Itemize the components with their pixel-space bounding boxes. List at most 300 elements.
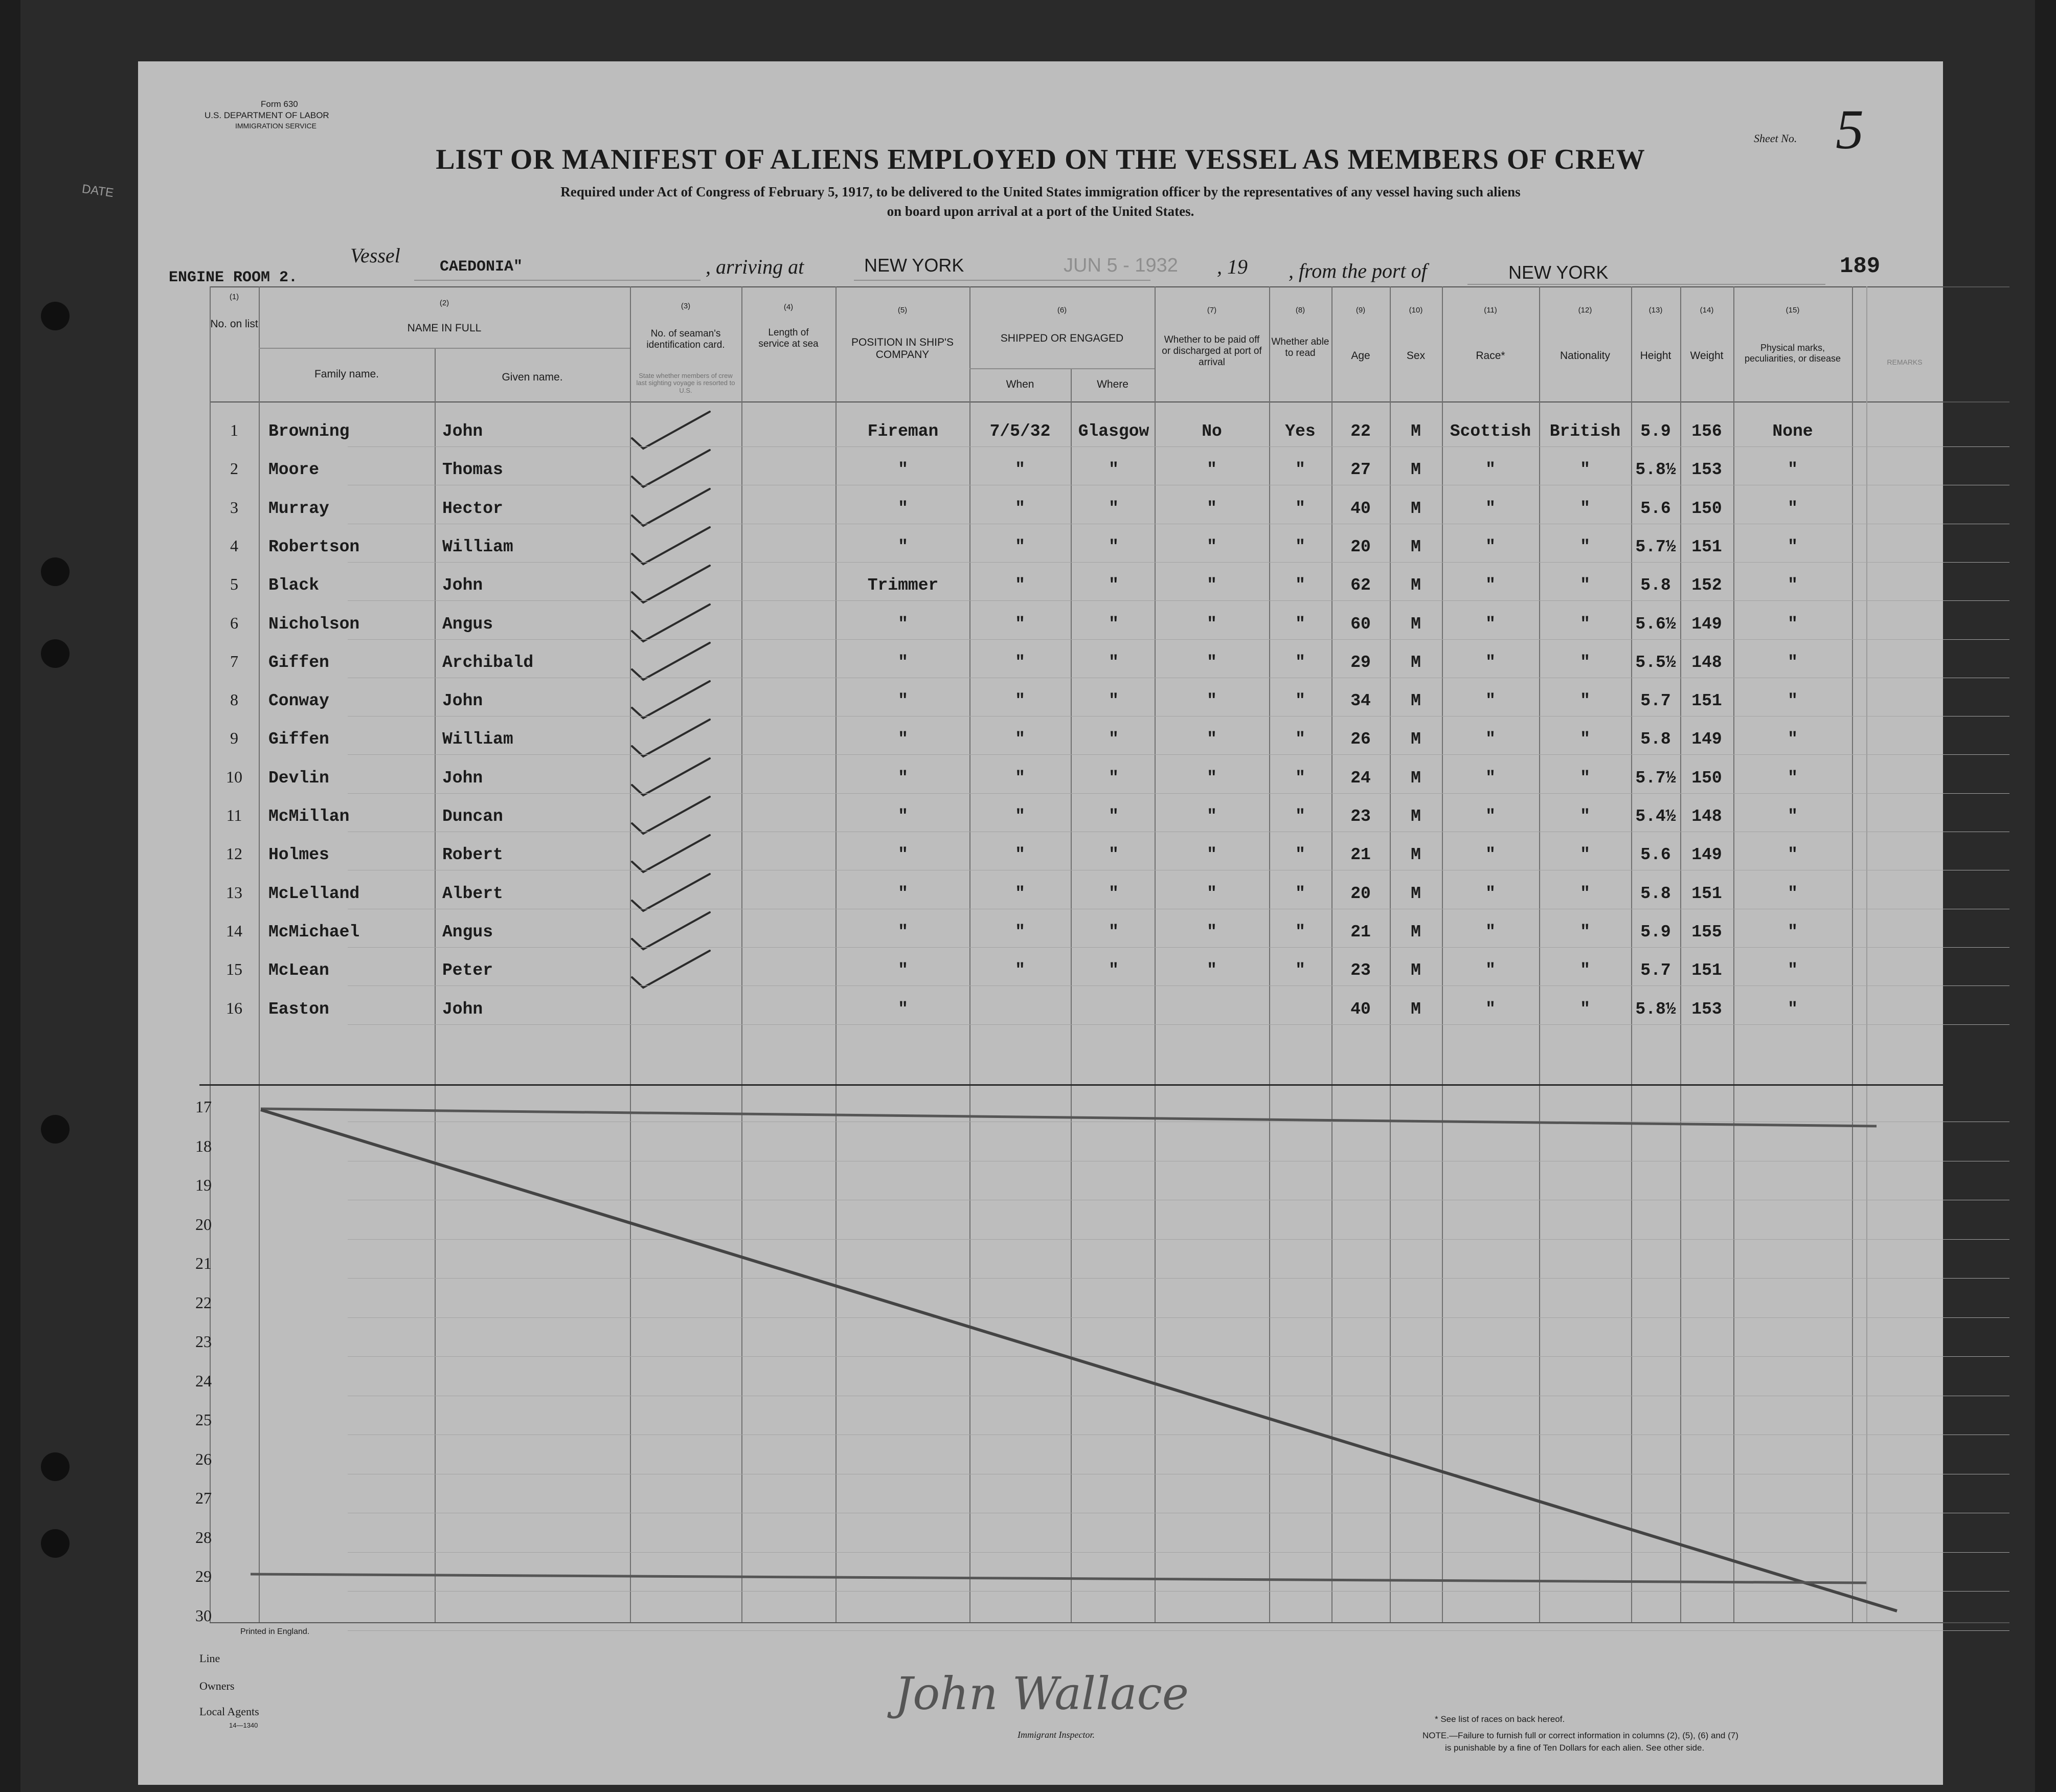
sheet-number: 5 [1836, 98, 1864, 161]
age-cell: 23 [1350, 807, 1371, 826]
row-number: 8 [230, 690, 238, 709]
weight-cell: 156 [1691, 422, 1722, 441]
shipped-when-cell: " [1015, 961, 1025, 980]
shipped-where-cell: " [1109, 460, 1119, 480]
age-cell: 27 [1350, 460, 1371, 480]
blank-row-number: 20 [195, 1215, 212, 1234]
sheet-label: Sheet No. [1754, 132, 1797, 145]
col-3-number: (3) [681, 302, 691, 310]
height-cell: 5.7½ [1635, 537, 1676, 556]
given-name-cell: Thomas [442, 460, 503, 480]
family-name-cell: Browning [268, 422, 350, 441]
shipped-when-cell: 7/5/32 [989, 422, 1051, 441]
shipped-when-cell: " [1015, 922, 1025, 942]
blank-row-number: 23 [195, 1332, 212, 1351]
paid-off-cell: " [1207, 845, 1217, 865]
height-cell: 5.8½ [1635, 999, 1676, 1019]
height-cell: 5.8½ [1635, 460, 1676, 480]
nationality-cell: " [1580, 768, 1590, 788]
age-cell: 23 [1350, 961, 1371, 980]
row-number: 2 [230, 459, 238, 478]
physical-marks-cell: " [1788, 499, 1798, 518]
paid-off-cell: " [1207, 691, 1217, 711]
given-name-cell: Angus [442, 614, 493, 634]
blank-row-number: 24 [195, 1371, 212, 1390]
col-5-number: (5) [897, 306, 908, 315]
page-title: LIST OR MANIFEST OF ALIENS EMPLOYED ON THE VESSEL AS MEMBERS OF CREW [436, 144, 1645, 175]
sex-cell: M [1411, 422, 1421, 441]
shipped-where-cell: " [1109, 499, 1119, 518]
col-3-heading: No. of seaman's identification card. [646, 328, 725, 350]
nationality-cell: British [1549, 422, 1621, 441]
race-cell: " [1485, 537, 1496, 556]
inspector-signature: John Wallace [895, 1667, 1189, 1720]
shipped-when-cell: " [1015, 807, 1025, 826]
age-cell: 29 [1350, 653, 1371, 672]
shipped-when-cell: " [1015, 537, 1025, 556]
shipped-where-cell: " [1109, 884, 1119, 903]
nationality-cell: " [1580, 807, 1590, 826]
nationality-cell: " [1580, 845, 1590, 865]
shipped-when-cell: " [1015, 614, 1025, 634]
family-name-cell: McMichael [268, 922, 360, 942]
given-name-cell: Peter [442, 961, 493, 980]
paid-off-cell: " [1207, 499, 1217, 518]
col-13-heading: Height [1640, 350, 1671, 362]
age-cell: 24 [1350, 768, 1371, 788]
age-cell: 60 [1350, 614, 1371, 634]
blank-row-number: 28 [195, 1528, 212, 1547]
position-cell: " [898, 961, 908, 980]
age-cell: 34 [1350, 691, 1371, 711]
able-to-read-cell: " [1295, 576, 1305, 595]
weight-cell: 153 [1691, 460, 1722, 480]
family-name-cell: Giffen [268, 653, 329, 672]
shipped-where-cell: " [1109, 614, 1119, 634]
weight-cell: 149 [1691, 614, 1722, 634]
sex-cell: M [1411, 460, 1421, 480]
col-2-heading: NAME IN FULL [407, 322, 482, 334]
physical-marks-cell: " [1788, 576, 1798, 595]
row-number: 15 [226, 960, 242, 979]
row-number: 1 [230, 421, 238, 439]
height-cell: 5.9 [1640, 422, 1671, 441]
given-name-cell: William [442, 537, 513, 556]
col-6b-heading: Where [1097, 378, 1128, 390]
able-to-read-cell: " [1295, 845, 1305, 865]
nationality-cell: " [1580, 614, 1590, 634]
col-3-note: State whether members of crew last sighting voyage is resorted to U.S. [636, 372, 735, 394]
blank-row-number: 29 [195, 1567, 212, 1585]
race-cell: " [1485, 961, 1496, 980]
shipped-where-cell: " [1109, 768, 1119, 788]
weight-cell: 149 [1691, 730, 1722, 749]
paid-off-cell: " [1207, 807, 1217, 826]
shipped-when-cell: " [1015, 845, 1025, 865]
sex-cell: M [1411, 884, 1421, 903]
shipped-when-cell: " [1015, 499, 1025, 518]
height-cell: 5.7 [1640, 691, 1671, 711]
paid-off-cell: " [1207, 961, 1217, 980]
weight-cell: 151 [1691, 884, 1722, 903]
binder-hole [41, 1452, 70, 1481]
family-name-cell: Moore [268, 460, 320, 480]
given-name-cell: William [442, 730, 513, 749]
able-to-read-cell: " [1295, 922, 1305, 942]
given-name-cell: Archibald [442, 653, 534, 672]
shipped-where-cell: " [1109, 922, 1119, 942]
subtitle-line-2: on board upon arrival at a port of the United States. [887, 204, 1194, 219]
age-cell: 40 [1350, 999, 1371, 1019]
position-cell: " [898, 922, 908, 942]
shipped-where-cell: " [1109, 537, 1119, 556]
row-number: 11 [226, 806, 242, 824]
able-to-read-cell: " [1295, 691, 1305, 711]
row-number: 5 [230, 575, 238, 594]
family-name-cell: Murray [268, 499, 329, 518]
able-to-read-cell: " [1295, 537, 1305, 556]
penalty-note-1: NOTE.—Failure to furnish full or correct information in columns (2), (5), (6) and (7) [1422, 1731, 1738, 1740]
section-label: ENGINE ROOM 2. [169, 269, 298, 286]
binder-hole [41, 302, 70, 330]
nationality-cell: " [1580, 922, 1590, 942]
height-cell: 5.6½ [1635, 614, 1676, 634]
height-cell: 5.8 [1640, 730, 1671, 749]
race-cell: " [1485, 807, 1496, 826]
paid-off-cell: " [1207, 730, 1217, 749]
blank-row-number: 26 [195, 1449, 212, 1468]
arrival-date-stamp: JUN 5 - 1932 [1064, 255, 1178, 276]
sex-cell: M [1411, 499, 1421, 518]
blank-row-number: 30 [195, 1606, 212, 1625]
height-cell: 5.8 [1640, 884, 1671, 903]
position-cell: " [898, 999, 908, 1019]
sex-cell: M [1411, 807, 1421, 826]
col-4-number: (4) [783, 303, 794, 311]
shipped-where-cell: " [1109, 807, 1119, 826]
position-cell: " [898, 537, 908, 556]
position-cell: " [898, 807, 908, 826]
col-8-number: (8) [1295, 306, 1305, 315]
weight-cell: 151 [1691, 961, 1722, 980]
col-2b-heading: Given name. [502, 371, 563, 383]
shipped-when-cell: " [1015, 730, 1025, 749]
department-label: U.S. DEPARTMENT OF LABOR [205, 110, 329, 120]
sex-cell: M [1411, 576, 1421, 595]
service-label: IMMIGRATION SERVICE [235, 122, 317, 130]
position-cell: " [898, 845, 908, 865]
blank-row-number: 18 [195, 1136, 212, 1155]
race-cell: " [1485, 576, 1496, 595]
row-number: 7 [230, 652, 238, 670]
given-name-cell: Angus [442, 922, 493, 942]
given-name-cell: Duncan [442, 807, 503, 826]
physical-marks-cell: " [1788, 999, 1798, 1019]
col-10-heading: Sex [1406, 350, 1426, 362]
nationality-cell: " [1580, 499, 1590, 518]
col-9-number: (9) [1355, 306, 1366, 315]
col-4-heading: Length of service at sea [758, 327, 819, 349]
weight-cell: 150 [1691, 499, 1722, 518]
vessel-name: CAEDONIA" [440, 258, 523, 276]
age-cell: 20 [1350, 537, 1371, 556]
weight-cell: 149 [1691, 845, 1722, 865]
height-cell: 5.4½ [1635, 807, 1676, 826]
nationality-cell: " [1580, 691, 1590, 711]
sex-cell: M [1411, 691, 1421, 711]
position-cell: " [898, 460, 908, 480]
shipped-when-cell: " [1015, 691, 1025, 711]
sex-cell: M [1411, 537, 1421, 556]
sex-cell: M [1411, 845, 1421, 865]
shipped-when-cell: " [1015, 884, 1025, 903]
family-name-cell: Devlin [268, 768, 329, 788]
col-13-number: (13) [1648, 306, 1663, 315]
physical-marks-cell: None [1772, 422, 1813, 441]
nationality-cell: " [1580, 884, 1590, 903]
binder-hole [41, 557, 70, 586]
given-name-cell: John [442, 999, 483, 1019]
col-6a-heading: When [1006, 378, 1034, 390]
races-note: * See list of races on back hereof. [1435, 1714, 1565, 1724]
col-9-heading: Age [1351, 350, 1370, 362]
able-to-read-cell: " [1295, 499, 1305, 518]
paid-off-cell: " [1207, 884, 1217, 903]
subtitle-line-1: Required under Act of Congress of February 5, 1917, to be delivered to the United States immigration officer by the representatives of any vessel having such aliens [560, 184, 1521, 199]
vessel-label: Vessel [350, 244, 400, 267]
race-cell: " [1485, 653, 1496, 672]
position-cell: " [898, 730, 908, 749]
binder-hole [41, 639, 70, 668]
manifest-sheet [138, 61, 1943, 1785]
race-cell: " [1485, 768, 1496, 788]
col-11-number: (11) [1484, 306, 1497, 315]
weight-cell: 150 [1691, 768, 1722, 788]
position-cell: " [898, 499, 908, 518]
paid-off-cell: " [1207, 460, 1217, 480]
able-to-read-cell: " [1295, 768, 1305, 788]
nationality-cell: " [1580, 576, 1590, 595]
age-cell: 20 [1350, 884, 1371, 903]
from-port: NEW YORK [1508, 262, 1609, 283]
col-5-heading: POSITION IN SHIP'S COMPANY [851, 337, 954, 361]
given-name-cell: John [442, 768, 483, 788]
col-1-number: (1) [229, 293, 239, 301]
penalty-note-2: is punishable by a fine of Ten Dollars for each alien. See other side. [1445, 1743, 1705, 1753]
shipped-where-cell: " [1109, 730, 1119, 749]
physical-marks-cell: " [1788, 884, 1798, 903]
physical-marks-cell: " [1788, 460, 1798, 480]
physical-marks-cell: " [1788, 537, 1798, 556]
family-name-cell: McMillan [268, 807, 350, 826]
inspector-label: Immigrant Inspector. [1018, 1730, 1095, 1740]
row-number: 16 [226, 998, 242, 1017]
height-cell: 5.6 [1640, 499, 1671, 518]
blank-row-number: 21 [195, 1254, 212, 1272]
race-cell: " [1485, 460, 1496, 480]
able-to-read-cell: " [1295, 807, 1305, 826]
given-name-cell: John [442, 422, 483, 441]
sex-cell: M [1411, 730, 1421, 749]
race-cell: " [1485, 614, 1496, 634]
physical-marks-cell: " [1788, 691, 1798, 711]
weight-cell: 152 [1691, 576, 1722, 595]
binder-hole [41, 1529, 70, 1558]
race-cell: " [1485, 884, 1496, 903]
given-name-cell: John [442, 691, 483, 711]
physical-marks-cell: " [1788, 961, 1798, 980]
physical-marks-cell: " [1788, 653, 1798, 672]
given-name-cell: Hector [442, 499, 503, 518]
printed-note: Printed in England. [240, 1627, 310, 1636]
shipped-where-cell: Glasgow [1078, 422, 1149, 441]
able-to-read-cell: " [1295, 961, 1305, 980]
given-name-cell: John [442, 576, 483, 595]
family-name-cell: McLean [268, 961, 329, 980]
position-cell: Fireman [867, 422, 939, 441]
physical-marks-cell: " [1788, 845, 1798, 865]
year-label: , 19 [1217, 255, 1248, 278]
sex-cell: M [1411, 961, 1421, 980]
position-cell: " [898, 884, 908, 903]
col-15-number: (15) [1786, 306, 1800, 315]
position-cell: " [898, 691, 908, 711]
weight-cell: 153 [1691, 999, 1722, 1019]
col-15-heading: Physical marks, peculiarities, or disease [1744, 343, 1841, 364]
col-14-number: (14) [1700, 306, 1714, 315]
height-cell: 5.5½ [1635, 653, 1676, 672]
nationality-cell: " [1580, 730, 1590, 749]
blank-row-number: 25 [195, 1410, 212, 1429]
age-cell: 21 [1350, 922, 1371, 942]
blank-row-number: 17 [195, 1097, 212, 1116]
list-number: 189 [1840, 254, 1881, 279]
race-cell: " [1485, 499, 1496, 518]
position-cell: Trimmer [867, 576, 939, 595]
age-cell: 26 [1350, 730, 1371, 749]
height-cell: 5.8 [1640, 576, 1671, 595]
arriving-port: NEW YORK [864, 255, 964, 276]
height-cell: 5.9 [1640, 922, 1671, 942]
family-name-cell: McLelland [268, 884, 360, 903]
given-name-cell: Albert [442, 884, 503, 903]
race-cell: " [1485, 845, 1496, 865]
nationality-cell: " [1580, 999, 1590, 1019]
owners-label: Owners [199, 1679, 235, 1692]
sex-cell: M [1411, 768, 1421, 788]
cancellation-lines [138, 61, 1943, 1785]
arriving-label: , arriving at [706, 255, 804, 278]
sex-cell: M [1411, 614, 1421, 634]
height-cell: 5.7½ [1635, 768, 1676, 788]
col-2a-heading: Family name. [314, 368, 379, 380]
race-cell: Scottish [1450, 422, 1531, 441]
col-12-heading: Nationality [1560, 350, 1611, 362]
paid-off-cell: " [1207, 653, 1217, 672]
margin-stamp: DATE [81, 182, 115, 200]
family-name-cell: Easton [268, 999, 329, 1019]
agents-code: 14—1340 [229, 1721, 258, 1729]
row-number: 3 [230, 498, 238, 517]
row-number: 4 [230, 536, 238, 555]
race-cell: " [1485, 730, 1496, 749]
col-8-heading: Whether able to read [1271, 337, 1329, 359]
able-to-read-cell: " [1295, 460, 1305, 480]
family-name-cell: Black [268, 576, 320, 595]
age-cell: 21 [1350, 845, 1371, 865]
row-number: 10 [226, 767, 242, 786]
shipped-where-cell: " [1109, 691, 1119, 711]
physical-marks-cell: " [1788, 922, 1798, 942]
age-cell: 40 [1350, 499, 1371, 518]
binder-hole [41, 1115, 70, 1144]
col-6-number: (6) [1057, 306, 1067, 315]
race-cell: " [1485, 922, 1496, 942]
nationality-cell: " [1580, 460, 1590, 480]
from-port-label: , from the port of [1289, 259, 1427, 282]
shipped-where-cell: " [1109, 845, 1119, 865]
family-name-cell: Holmes [268, 845, 329, 865]
col-12-number: (12) [1578, 306, 1592, 315]
row-number: 12 [226, 844, 242, 863]
family-name-cell: Nicholson [268, 614, 360, 634]
col-7-number: (7) [1207, 306, 1217, 315]
age-cell: 62 [1350, 576, 1371, 595]
position-cell: " [898, 614, 908, 634]
col-10-number: (10) [1409, 306, 1423, 315]
col-7-heading: Whether to be paid off or discharged at port of arrival [1162, 334, 1262, 368]
position-cell: " [898, 653, 908, 672]
blank-row-number: 19 [195, 1176, 212, 1194]
shipped-where-cell: " [1109, 576, 1119, 595]
row-number: 6 [230, 613, 238, 632]
age-cell: 22 [1350, 422, 1371, 441]
given-name-cell: Robert [442, 845, 503, 865]
height-cell: 5.6 [1640, 845, 1671, 865]
weight-cell: 148 [1691, 807, 1722, 826]
col-6-heading: SHIPPED OR ENGAGED [1000, 332, 1124, 344]
row-number: 9 [230, 729, 238, 748]
col-1-heading: No. on list [210, 318, 258, 330]
shipped-where-cell: " [1109, 961, 1119, 980]
nationality-cell: " [1580, 961, 1590, 980]
paid-off-cell: " [1207, 614, 1217, 634]
nationality-cell: " [1580, 537, 1590, 556]
family-name-cell: Robertson [268, 537, 360, 556]
physical-marks-cell: " [1788, 614, 1798, 634]
able-to-read-cell: " [1295, 653, 1305, 672]
weight-cell: 148 [1691, 653, 1722, 672]
able-to-read-cell: " [1295, 730, 1305, 749]
paid-off-cell: " [1207, 922, 1217, 942]
form-number: Form 630 [261, 99, 298, 109]
sex-cell: M [1411, 999, 1421, 1019]
paid-off-cell: " [1207, 768, 1217, 788]
shipped-when-cell: " [1015, 768, 1025, 788]
row-number: 14 [226, 921, 242, 940]
weight-cell: 151 [1691, 691, 1722, 711]
paid-off-cell: " [1207, 576, 1217, 595]
weight-cell: 151 [1691, 537, 1722, 556]
col-11-heading: Race* [1476, 350, 1505, 362]
physical-marks-cell: " [1788, 807, 1798, 826]
sex-cell: M [1411, 653, 1421, 672]
col-2-number: (2) [439, 299, 449, 307]
blank-row-number: 22 [195, 1293, 212, 1312]
row-number: 13 [226, 883, 242, 902]
family-name-cell: Giffen [268, 730, 329, 749]
race-cell: " [1485, 999, 1496, 1019]
